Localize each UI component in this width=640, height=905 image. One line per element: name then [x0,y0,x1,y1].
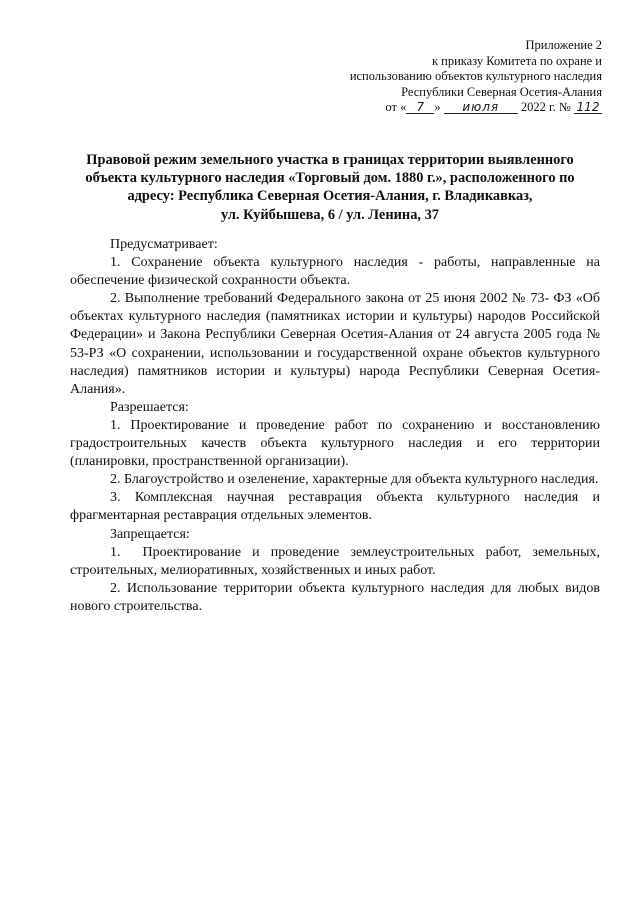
appendix-label: Приложение 2 [525,38,602,52]
appendix-header [302,38,602,116]
forbidden-item-1-text: Проектирование и проведение землеустроительных работ, земельных, строительных, мелиоративных, хозяйственных и иных работ. [70,544,600,578]
order-number-handwritten: 112 [574,101,602,114]
allowed-item-1: 1. Проектирование и проведение работ по сохранению и восстановлению градостроительных качеств объекта культурного наследия и его территории (планировки, пространственной организации). [70,417,600,470]
date-prefix: от « [385,100,407,114]
forbidden-heading: Запрещается: [110,526,190,542]
title-line-1: Правовой режим земельного участка в границах территории выявленного [86,152,574,168]
allowed-item-2: 2. Благоустройство и озеленение, характерные для объекта культурного наследия. [110,472,599,488]
forbidden-item-1 [70,544,600,580]
provides-item-2: 2. Выполнение требований Федерального закона от 25 июня 2002 № 73- ФЗ «Об объектах культурного наследия (памятниках истории и культуры) народов Российской Федерации» и Закона Республики Северная Осетия-Алания от 24 августа 2005 года № 53-РЗ «О сохранении, использовании и государственной охране объектов культурного наследия) памятников истории и культуры) народа Республики Северная Осетия-Алания». [70,291,600,397]
provides-heading: Предусматривает: [110,237,218,252]
allowed-heading: Разрешается: [110,399,189,415]
provides-item-1: 1. Сохранение объекта культурного наследия - работы, направленные на обеспечение физической сохранности объекта. [70,255,600,289]
title-line-4: ул. Куйбышева, 6 / ул. Ленина, 37 [221,206,439,223]
order-reference-line1: к приказу Комитета по охране и [431,53,602,68]
order-date-line [302,100,602,116]
date-year: 2022 г. № [520,100,571,114]
forbidden-item-1-number: 1. [110,544,121,560]
document-body [70,236,600,616]
date-day-handwritten: 7 [406,101,434,114]
document-title [70,151,590,224]
date-month-handwritten: июля [444,101,518,114]
order-reference-line3: Республики Северная Осетия-Алания [401,84,602,99]
allowed-item-3: 3. Комплексная научная реставрация объекта культурного наследия и фрагментарная реставрация отдельных элементов. [70,490,600,524]
date-mid: » [434,100,441,114]
title-line-2: объекта культурного наследия «Торговый дом. 1880 г.», расположенного по [85,170,575,187]
forbidden-item-2: 2. Использование территории объекта культурного наследия для любых видов нового строительства. [70,580,600,614]
title-line-3: адресу: Республика Северная Осетия-Алания, г. Владикавказ, [127,188,533,205]
order-reference-line2: использованию объектов культурного наследия [349,69,602,83]
